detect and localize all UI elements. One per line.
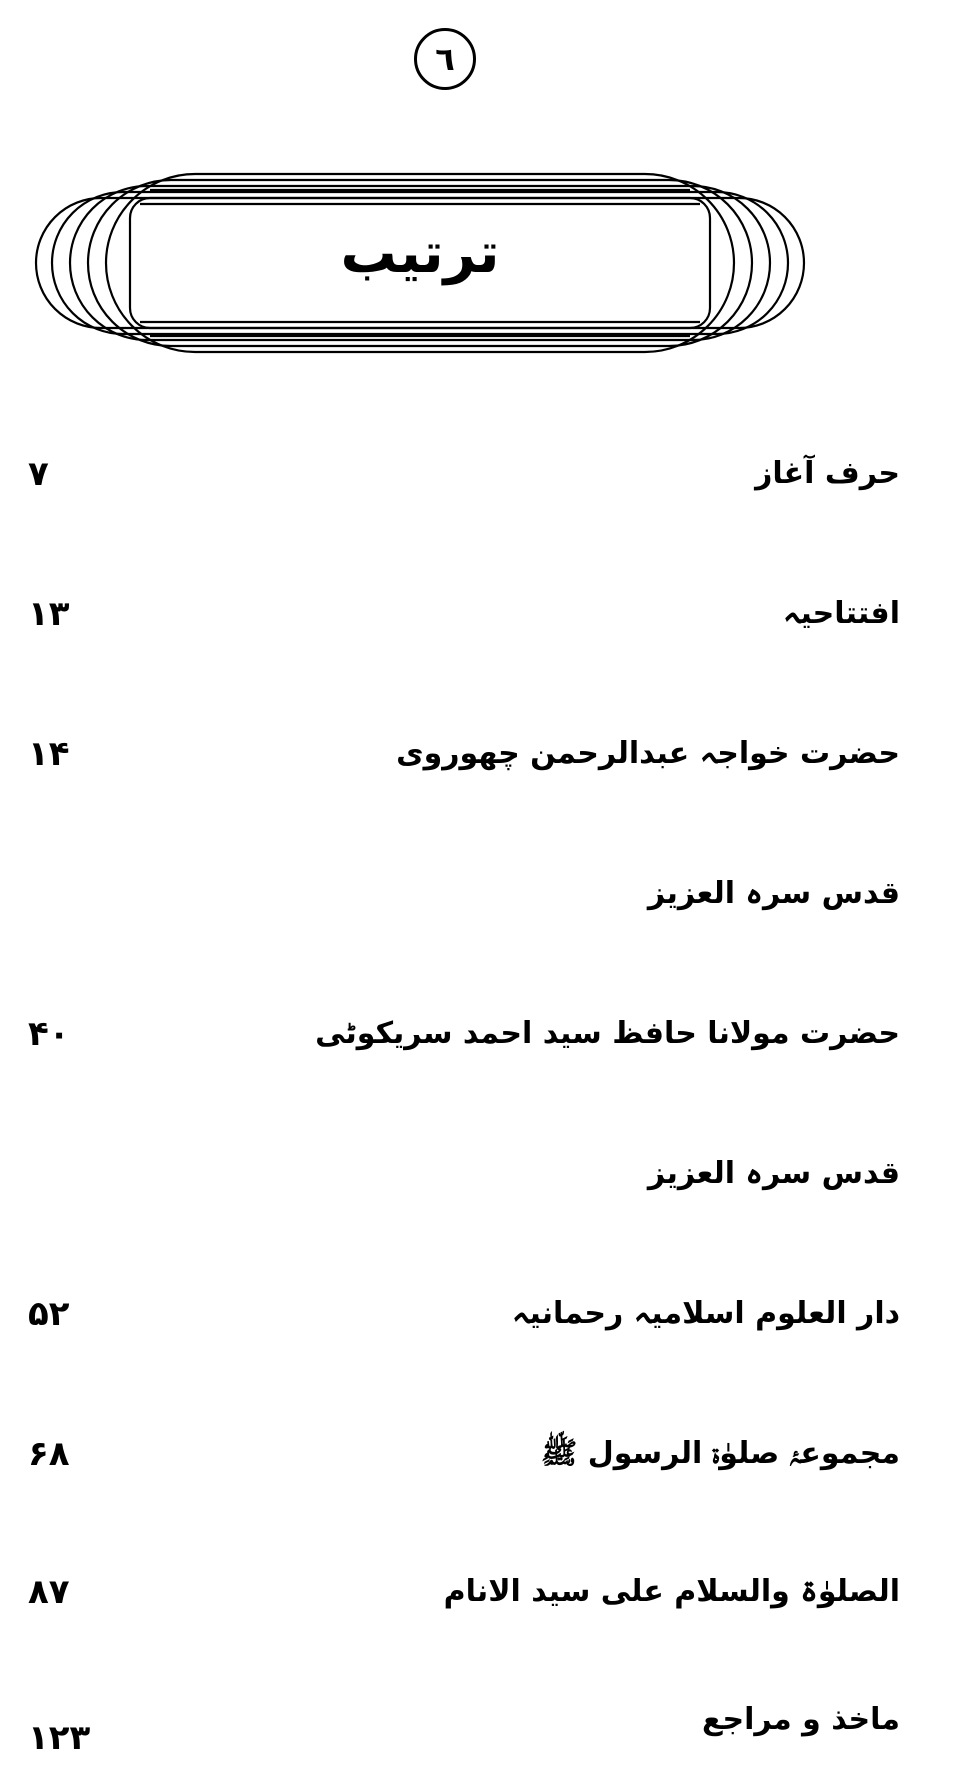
toc-entry xyxy=(0,1562,960,1622)
toc-entry xyxy=(0,444,960,504)
toc-entry xyxy=(0,1424,960,1484)
toc-entry-page: ۶۸ xyxy=(28,1434,70,1474)
toc-entry xyxy=(0,864,960,924)
toc-entry-page: ۱۲۳ xyxy=(28,1718,91,1758)
toc-entry-title: ماخذ و مراجع xyxy=(702,1702,900,1737)
toc-entry xyxy=(0,1004,960,1064)
toc-entry-title: حضرت خواجہ عبدالرحمن چھوروی xyxy=(396,736,900,771)
toc-entry-page: ۵۲ xyxy=(28,1294,70,1334)
toc-entry-title: قدس سرہ العزیز xyxy=(647,1156,900,1191)
toc-entry-title: حضرت مولانا حافظ سید احمد سریکوٹی xyxy=(315,1016,900,1051)
toc-entry-page: ۷ xyxy=(28,454,49,494)
toc-entry-page: ۸۷ xyxy=(28,1572,70,1612)
toc-entry-title: دار العلوم اسلامیہ رحمانیہ xyxy=(511,1296,900,1331)
toc-entry xyxy=(0,1284,960,1344)
page-number: ٦ xyxy=(435,40,455,78)
toc-entry-page: ۱۴ xyxy=(28,734,70,774)
toc-entry-title: حرف آغاز xyxy=(755,456,900,491)
toc-entry-page: ۱۳ xyxy=(28,594,70,634)
toc-entry xyxy=(0,584,960,644)
toc-entry xyxy=(0,1144,960,1204)
toc-entry xyxy=(0,724,960,784)
toc-entry-title: قدس سرہ العزیز xyxy=(647,876,900,911)
toc-entry-title: مجموعۂ صلوٰۃ الرسول ﷺ xyxy=(541,1436,900,1471)
toc-entry xyxy=(0,1690,960,1758)
toc-entry-page: ۴۰ xyxy=(28,1014,70,1054)
toc-entry-title: افتتاحیہ xyxy=(782,596,900,631)
toc-entry-title: الصلوٰۃ والسلام علی سید الانام xyxy=(443,1574,900,1609)
page-title: ترتیب xyxy=(340,221,500,286)
